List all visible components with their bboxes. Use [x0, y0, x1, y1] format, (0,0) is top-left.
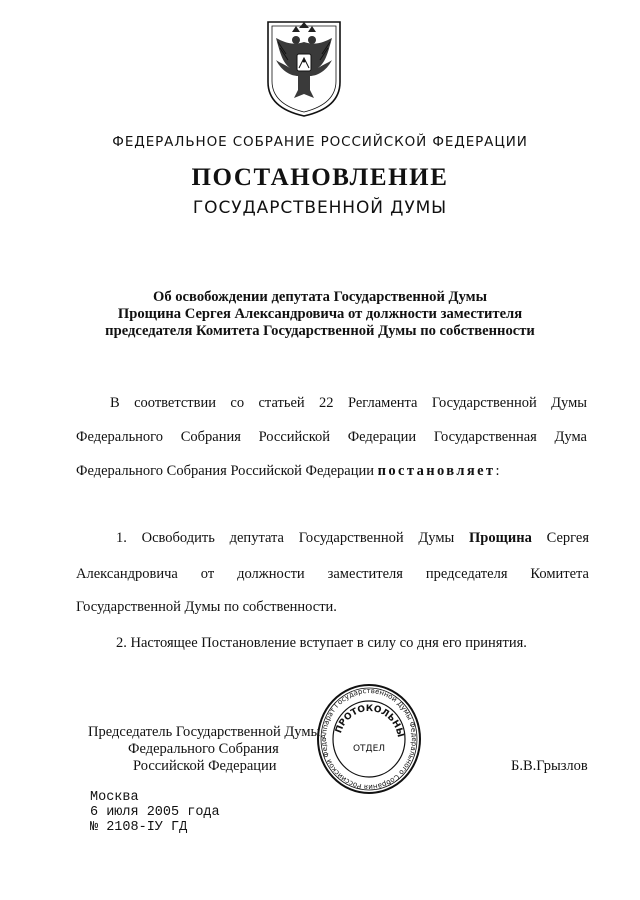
item-1-line: Государственной Думы по собственности. [76, 599, 337, 615]
document-type: ПОСТАНОВЛЕНИЕ [191, 164, 449, 191]
signatory-title-line: Председатель Государственной Думы [88, 724, 321, 740]
resolves-colon: : [495, 463, 500, 479]
document-number: № 2108-IУ ГД [90, 820, 188, 835]
document-title-line: Прощина Сергея Александровича от должности заместителя [117, 306, 523, 322]
item-1-line: Александровича от должности заместителя председателя Комитета [76, 566, 589, 582]
stamp-center-text: ОТДЕЛ [352, 744, 386, 754]
item-1-text: 1. Освободить депутата Государственной Думы [116, 530, 455, 546]
preamble-line: В соответствии со статьей 22 Регламента Государственной Думы [110, 395, 587, 411]
issue-date: 6 июля 2005 года [90, 805, 220, 820]
signatory-title-line: Федерального Собрания [128, 741, 279, 757]
signatory-title-line: Российской Федерации [133, 758, 277, 774]
preamble-text: Федерального Собрания Российской Федерации [76, 463, 375, 479]
document-issuer: ГОСУДАРСТВЕННОЙ ДУМЫ [192, 198, 448, 218]
russian-coat-of-arms-icon [262, 16, 346, 120]
item-1-text: Сергея [546, 530, 590, 546]
deputy-name: Прощина [469, 530, 532, 546]
organization-name: ФЕДЕРАЛЬНОЕ СОБРАНИЕ РОССИЙСКОЙ ФЕДЕРАЦИИ [112, 134, 528, 150]
stamp-outer-text: Аппарат Государственной Думы Федерального Собрания Российской Феде [319, 686, 419, 792]
document-title-line: председателя Комитета Государственной Думы по собственности [105, 323, 535, 339]
issue-city: Москва [90, 790, 139, 805]
official-stamp [316, 683, 422, 795]
signatory-name: Б.В.Грызлов [511, 758, 588, 774]
preamble-line: Федерального Собрания Российской Федерации Государственная Дума [76, 429, 587, 445]
stamp-center-arc: ПРОТОКОЛЬНЫ [334, 703, 405, 739]
document-title-line: Об освобождении депутата Государственной Думы [152, 289, 488, 305]
coat-of-arms-emblem [262, 16, 346, 120]
resolves-word: постановляет [377, 463, 496, 479]
preamble-line [76, 462, 499, 480]
item-2-line: 2. Настоящее Постановление вступает в силу со дня его принятия. [116, 635, 527, 651]
item-1-line [116, 529, 589, 547]
